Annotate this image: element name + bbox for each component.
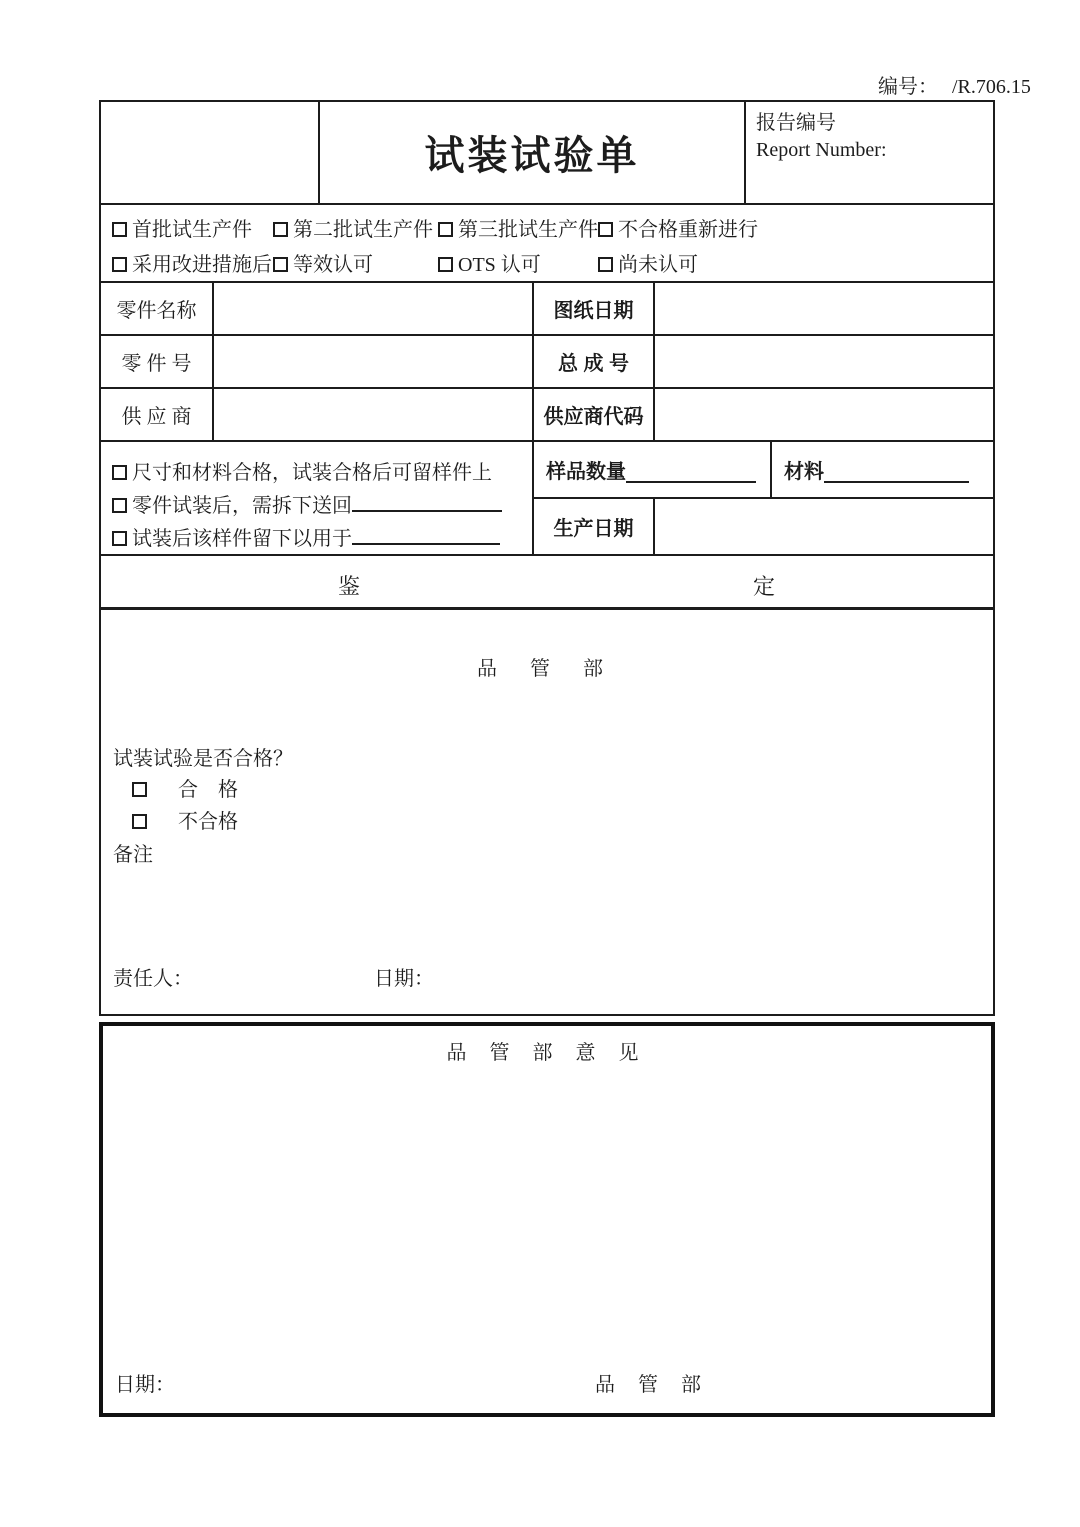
material-label: 材料	[784, 461, 824, 483]
option-label: 首批试生产件	[132, 219, 252, 241]
checkbox-third-trial-batch[interactable]	[438, 222, 453, 237]
option-second-trial-batch	[273, 213, 433, 242]
checkbox-return-after-trial[interactable]	[112, 498, 127, 513]
checkbox-first-trial-batch[interactable]	[112, 222, 127, 237]
option-label: 零件试装后，需拆下送回	[132, 495, 352, 517]
option-label: 不合格重新进行	[618, 219, 758, 241]
remark-label: 备注	[113, 844, 153, 866]
part-name-value-cell	[214, 283, 534, 334]
checkbox-size-material-ok[interactable]	[112, 465, 127, 480]
sample-qty-fill-line	[626, 463, 756, 483]
checkbox-keep-sample-for[interactable]	[112, 531, 127, 546]
option-ots-approval	[438, 248, 541, 277]
qc-date-label: 日期：	[374, 968, 434, 990]
assembly-number-label: 总 成 号	[534, 336, 655, 387]
qc-department-title: 品 管 部	[477, 658, 617, 680]
part-number-value-cell	[214, 336, 534, 387]
option-not-yet-approved	[598, 248, 698, 277]
appraisal-row	[101, 556, 993, 610]
option-pass	[132, 773, 238, 802]
form-header-row	[101, 102, 993, 205]
disposition-option-keep-on-vehicle	[112, 456, 532, 489]
trial-assembly-form-table	[99, 100, 995, 1016]
checkbox-not-yet-approved[interactable]	[598, 257, 613, 272]
option-label: 采用改进措施后	[132, 254, 272, 276]
production-date-value-cell	[655, 499, 993, 554]
pass-option-label: 合 格	[178, 779, 238, 801]
part-number-label: 零 件 号	[101, 336, 214, 387]
checkbox-pass[interactable]	[132, 782, 147, 797]
sample-section	[101, 442, 993, 556]
form-title: 试装试验单	[320, 102, 746, 203]
part-number-row	[101, 336, 993, 389]
checkbox-fail[interactable]	[132, 814, 147, 829]
doc-number-label: 编号：	[878, 76, 938, 98]
supplier-code-label: 供应商代码	[534, 389, 655, 440]
drawing-date-label: 图纸日期	[534, 283, 655, 334]
option-third-trial-batch	[438, 213, 598, 242]
sample-disposition-cell	[101, 442, 534, 554]
qc-section	[101, 610, 993, 1014]
option-fail	[132, 805, 238, 834]
option-label: 第二批试生产件	[293, 219, 433, 241]
appraisal-char-right: 定	[753, 574, 776, 599]
sample-qty-label: 样品数量	[546, 461, 626, 483]
sample-qty-cell	[534, 442, 772, 497]
drawing-date-value-cell	[655, 283, 993, 334]
opinion-date-label: 日期：	[115, 1374, 175, 1396]
checkbox-equivalent-approval[interactable]	[273, 257, 288, 272]
disposition-option-return-after-trial	[112, 489, 532, 522]
checkbox-nonconforming-redo[interactable]	[598, 222, 613, 237]
checkbox-after-improvement[interactable]	[112, 257, 127, 272]
material-cell	[772, 442, 993, 497]
opinion-box-title: 品 管 部 意 见	[446, 1042, 648, 1064]
qc-opinion-box	[99, 1022, 995, 1417]
part-name-row	[101, 283, 993, 336]
qc-signature-line	[113, 962, 434, 991]
assembly-number-value-cell	[655, 336, 993, 387]
option-label: 第三批试生产件	[458, 219, 598, 241]
fail-option-label: 不合格	[178, 811, 238, 833]
production-date-row	[534, 499, 993, 554]
supplier-code-value-cell	[655, 389, 993, 440]
option-label: 试装后该样件留下以用于	[132, 528, 352, 550]
report-number-label-cn: 报告编号	[756, 112, 836, 134]
option-label: 尚未认可	[618, 254, 698, 276]
logo-cell	[101, 102, 320, 203]
option-label: OTS 认可	[458, 254, 541, 276]
return-to-fill-line	[352, 494, 502, 512]
material-fill-line	[824, 463, 969, 483]
sample-right-cells	[534, 442, 993, 554]
option-after-improvement	[112, 248, 272, 277]
opinion-department-label: 品 管 部	[595, 1374, 710, 1396]
trial-pass-question: 试装试验是否合格？	[113, 748, 293, 770]
part-name-label: 零件名称	[101, 283, 214, 334]
appraisal-char-left: 鉴	[338, 574, 361, 599]
supplier-value-cell	[214, 389, 534, 440]
sample-qty-material-row	[534, 442, 993, 499]
doc-number-value: /R.706.15	[952, 76, 1031, 98]
responsible-person-label: 责任人：	[113, 968, 193, 990]
option-first-trial-batch	[112, 213, 252, 242]
option-nonconforming-redo	[598, 213, 758, 242]
checkbox-ots-approval[interactable]	[438, 257, 453, 272]
supplier-row	[101, 389, 993, 442]
option-label: 尺寸和材料合格，试装合格后可留样件上	[132, 462, 492, 484]
option-equivalent-approval	[273, 248, 373, 277]
report-number-label-en: Report Number:	[756, 139, 887, 161]
production-date-label: 生产日期	[534, 499, 655, 554]
report-number-cell	[746, 102, 993, 203]
doc-number	[878, 70, 1031, 99]
supplier-label: 供 应 商	[101, 389, 214, 440]
checkbox-second-trial-batch[interactable]	[273, 222, 288, 237]
batch-options-section	[101, 205, 993, 283]
keep-for-fill-line	[352, 527, 500, 545]
option-label: 等效认可	[293, 254, 373, 276]
disposition-option-keep-sample-for	[112, 522, 532, 555]
